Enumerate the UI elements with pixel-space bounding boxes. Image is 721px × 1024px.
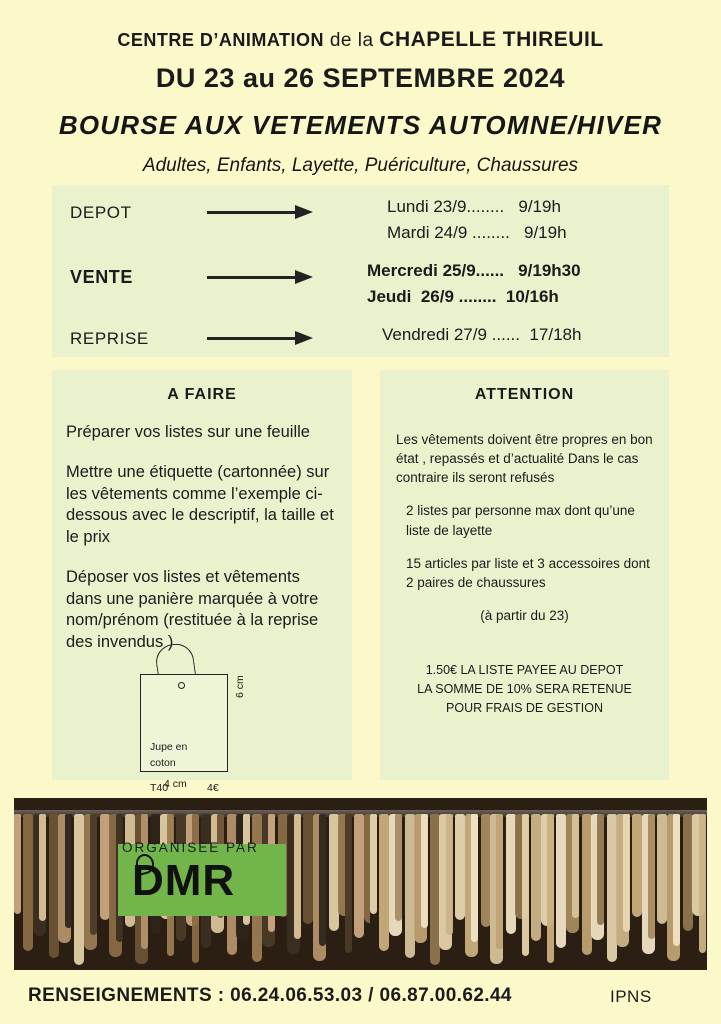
poster-footer (0, 975, 721, 1024)
photo-band (14, 798, 707, 970)
garment (597, 814, 604, 925)
schedule-label-vente: VENTE (70, 267, 134, 287)
garment (23, 814, 33, 951)
tag-description-line1: Jupe en (150, 741, 188, 753)
garment (90, 814, 97, 935)
attention-paragraph: 2 listes par personne max dont qu’une liste de layette (406, 503, 635, 538)
schedule-times-vente (367, 261, 581, 313)
garment (455, 814, 465, 920)
organisation-place: CHAPELLE THIREUIL (379, 28, 604, 51)
garment (632, 814, 642, 917)
attention-paragraph: (à partir du 23) (480, 608, 569, 624)
garment (14, 814, 21, 914)
garment (421, 814, 428, 928)
garment (531, 814, 541, 941)
photo-right (370, 798, 707, 970)
garment (572, 814, 579, 918)
garment (522, 814, 529, 956)
poster-header (0, 0, 721, 177)
todo-body (52, 404, 352, 654)
garment (354, 814, 364, 938)
garment (657, 814, 667, 924)
garment (556, 814, 566, 948)
garment (496, 814, 503, 949)
attention-panel (380, 370, 669, 780)
tag-description (150, 740, 187, 772)
event-title: BOURSE AUX VETEMENTS AUTOMNE/HIVER (58, 110, 663, 140)
arrow-right-icon (207, 205, 315, 219)
arrow-right-icon (207, 270, 315, 284)
fee-line: POUR FRAIS DE GESTION (446, 700, 603, 715)
fee-line: LA SOMME DE 10% SERA RETENUE (417, 682, 632, 696)
ipns-label: IPNS (610, 987, 652, 1006)
garment (39, 814, 46, 921)
garment (673, 814, 680, 946)
garment (648, 814, 655, 939)
schedule-times-reprise (382, 325, 581, 351)
garment (345, 814, 352, 953)
arrow-right-icon (207, 331, 315, 345)
garment (547, 814, 554, 963)
garment (65, 814, 72, 928)
garment (623, 814, 630, 932)
attention-paragraph: 15 articles par liste et 3 accessoires dont 2 paires de chaussures (406, 555, 650, 590)
organisation-line (0, 28, 721, 52)
schedule-row (70, 203, 132, 223)
event-subtitle: Adultes, Enfants, Layette, Puériculture, Chaussures (142, 155, 579, 176)
attention-paragraph: Les vêtements doivent être propres en bon état , repassés et d’actualité Dans le cas contraire ils seront refusés (396, 432, 653, 486)
dmr-logo-text: DMR (132, 856, 236, 905)
garment (294, 814, 301, 939)
schedule-time: Jeudi 26/9 ........ 10/16h (367, 287, 559, 306)
todo-paragraph: Déposer vos listes et vêtements dans une panière marquée à votre nom/prénom (restituée à la reprise des invendus ) (66, 567, 319, 652)
tag-dimension-horizontal: 4 cm (164, 778, 187, 790)
organisation-connector: de la (329, 30, 374, 51)
tag-price: 4€ (207, 782, 219, 794)
organised-by-label: ORGANISEE PAR (122, 840, 259, 855)
attention-fee-note (396, 661, 653, 717)
garment (319, 814, 326, 946)
garment (471, 814, 478, 942)
garment (379, 814, 389, 951)
schedule-time: Mardi 24/9 ........ 9/19h (387, 223, 567, 242)
organisation-name: CENTRE D’ANIMATION (117, 30, 325, 50)
todo-paragraph: Mettre une étiquette (cartonnée) sur les vêtements comme l’exemple ci-dessous avec le descriptif, la taille et le prix (66, 462, 334, 547)
fee-line: 1.50€ LA LISTE PAYEE AU DEPOT (425, 663, 624, 678)
schedule-label-depot: DEPOT (70, 203, 132, 222)
schedule-row (70, 329, 149, 349)
garment (446, 814, 453, 935)
schedule-time: Vendredi 27/9 ...... 17/18h (382, 325, 582, 344)
schedule-label-reprise: REPRISE (70, 329, 149, 348)
tag-hole-icon (178, 682, 185, 689)
schedule-times-depot (387, 197, 567, 249)
garment (74, 814, 84, 965)
schedule-row (70, 267, 133, 288)
attention-heading: ATTENTION (474, 386, 575, 403)
tag-description-line2: coton (150, 756, 176, 769)
contact-info: RENSEIGNEMENTS : 06.24.06.53.03 / 06.87.00.62.44 (28, 985, 512, 1006)
schedule-time: Lundi 23/9........ 9/19h (387, 197, 561, 216)
event-dates: DU 23 au 26 SEPTEMBRE 2024 (155, 63, 566, 93)
todo-paragraph: Préparer vos listes sur une feuille (66, 423, 310, 441)
garment (395, 814, 402, 921)
schedule-time: Mercredi 25/9...... 9/19h30 (367, 261, 581, 280)
price-tag-illustration (130, 640, 310, 794)
garment (370, 814, 377, 914)
schedule-panel (52, 185, 669, 357)
tag-dimension-vertical: 6 cm (234, 675, 246, 698)
attention-body (380, 404, 669, 718)
garment (303, 814, 313, 924)
todo-heading: A FAIRE (167, 386, 237, 403)
clothes-right (370, 798, 707, 970)
tag-size: T40 (150, 782, 169, 794)
garment (699, 814, 706, 953)
